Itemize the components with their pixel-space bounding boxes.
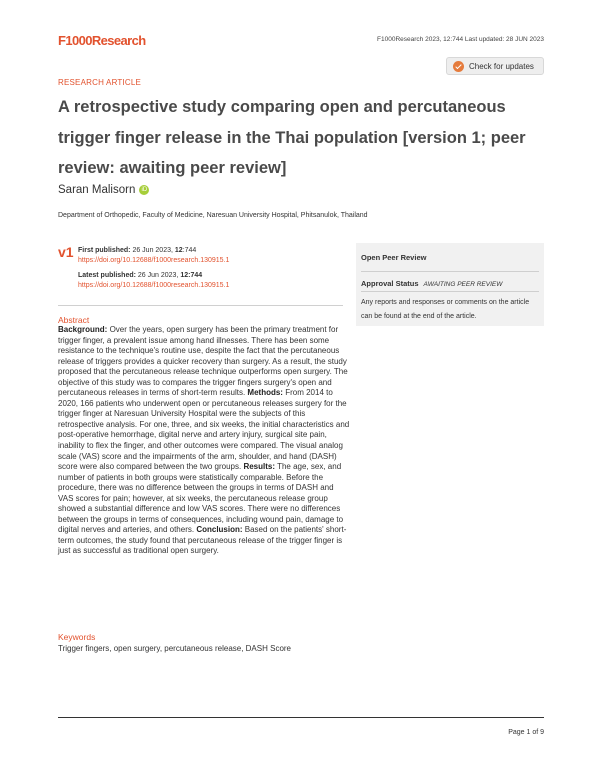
first-published: First published: 26 Jun 2023, 12:744 https://doi.org/10.12688/f1000research.130915.1: [78, 247, 230, 264]
page-number: Page 1 of 9: [508, 729, 544, 736]
check-updates-icon: [453, 61, 464, 72]
peer-review-note: Any reports and responses or comments on the article can be found at the end of the article.: [361, 299, 530, 320]
orcid-icon[interactable]: iD: [139, 185, 149, 195]
journal-logo: F1000Research: [58, 33, 146, 48]
header-citation: F1000Research 2023, 12:744 Last updated: 28 JUN 2023: [377, 36, 544, 43]
divider: [361, 291, 539, 292]
article-title: A retrospective study comparing open and percutaneous trigger finger release in the Thai population [version 1; peer review: awaiting peer review]: [58, 98, 526, 177]
article-type: RESEARCH ARTICLE: [58, 78, 142, 87]
abstract-heading: Abstract: [58, 315, 90, 325]
divider: [361, 271, 539, 272]
latest-published: Latest published: 26 Jun 2023, 12:744 https://doi.org/10.12688/f1000research.130915.1: [78, 272, 230, 289]
peer-review-title: Open Peer Review: [361, 253, 427, 262]
keywords-list: Trigger fingers, open surgery, percutaneous release, DASH Score: [58, 644, 292, 653]
footer-divider: [58, 717, 544, 718]
latest-published-doi-link[interactable]: https://doi.org/10.12688/f1000research.130915.1: [78, 282, 230, 289]
approval-status: Approval Status AWAITING PEER REVIEW: [361, 279, 503, 288]
keywords-heading: Keywords: [58, 632, 96, 642]
author-name: Saran Malisorn: [58, 184, 136, 196]
check-updates-label: Check for updates: [469, 61, 534, 71]
check-for-updates-button[interactable]: [446, 57, 544, 75]
version-badge: v1: [58, 244, 74, 260]
first-published-doi-link[interactable]: https://doi.org/10.12688/f1000research.130915.1: [78, 257, 230, 264]
author: [58, 184, 149, 196]
divider: [58, 305, 343, 306]
abstract-body: Background: Over the years, open surgery has been the primary treatment for trigger finger, a prevalent issue among hand illnesses. There has been some resistance to the technique's routine use, despite the fact that the percutaneous release of triggers provides a quicker recovery than surgery. As a result, the study proposed that the percutaneous release technique outperforms open surgery. The objective of this study was to compares the trigger fingers surgery's open and percutaneous releases in terms of short-term results. Methods: From 2014 to 2020, 166 patients who underwent open or percutaneous releases surgery for the trigger finger at Naresuan University Hospital were the subjects of this retrospective analysis. For one, three, and six weeks, the initial characteristics and post-operative hemorrhage, digital nerve and artery injury, surgical site pain, inability to flex the finger, and other outcomes were compared. The visual analog scale (VAS) score and the impairments of the arm, shoulder, and hand (DASH) score were also compared between the two groups. Results: The age, sex, and number of patients in both groups were statistically comparable. Before the procedure, there was no difference between the groups in terms of DASH and VAS scores for pain; however, at six weeks, the percutaneous release group showed a substantial difference and low VAS scores. There were no differences between the groups in terms of consequences, including wound pain, damage to digital nerves and arteries, and others. Conclusion: Based on the patients' short-term outcomes, the study found that percutaneous release of the trigger finger is just as successful as traditional open surgery.: [58, 325, 350, 556]
affiliation: Department of Orthopedic, Faculty of Medicine, Naresuan University Hospital, Phitsanulok, Thailand: [58, 212, 368, 219]
